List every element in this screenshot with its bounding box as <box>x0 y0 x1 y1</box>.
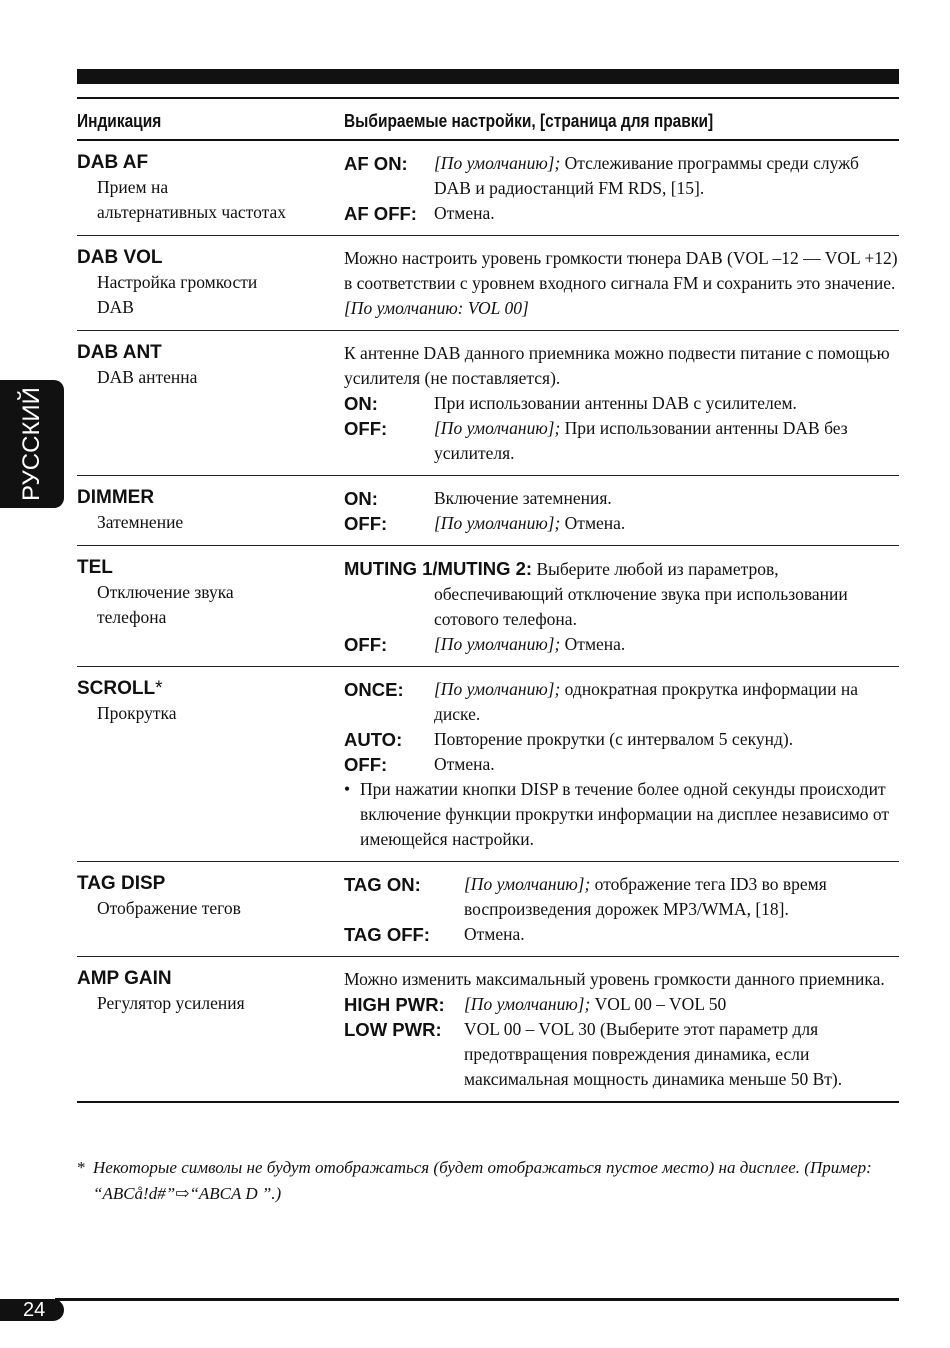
row-label <box>77 677 337 726</box>
note-text: При нажатии кнопки DISP в течение более одной секунды происходит включение функции прокрутки информации на дисплее независимо от имеющейся настройки. <box>360 779 890 849</box>
setting-option <box>344 922 899 947</box>
option-key: OFF: <box>344 418 388 439</box>
setting-option <box>344 486 899 511</box>
indication-name: DAB ANT <box>77 342 162 363</box>
row-label <box>77 967 337 1016</box>
row-label <box>77 556 337 630</box>
option-key: OFF: <box>344 634 388 655</box>
indication-desc: телефона <box>97 607 167 627</box>
option-text: однократная прокрутка информации на диске. <box>434 679 859 724</box>
option-text: При использовании антенны DAB с усилителем. <box>434 393 797 413</box>
default-mark: [По умолчанию]; <box>464 994 591 1014</box>
option-text: Отмена. <box>434 754 495 774</box>
indication-desc: DAB антенна <box>97 367 198 387</box>
default-mark: [По умолчанию: VOL 00] <box>344 298 529 318</box>
option-text: Включение затемнения. <box>434 488 612 508</box>
asterisk-mark: * <box>155 678 163 699</box>
setting-option <box>344 992 899 1017</box>
setting-option <box>344 391 899 416</box>
option-key: MUTING 1/MUTING 2: <box>344 558 533 579</box>
option-text: VOL 00 – VOL 50 <box>594 994 727 1014</box>
row-settings <box>344 546 899 666</box>
settings-table <box>77 141 899 1103</box>
default-mark: [По умолчанию]; <box>434 634 561 654</box>
option-key: OFF: <box>344 754 388 775</box>
setting-text: Можно изменить максимальный уровень громкости данного приемника. <box>344 969 885 989</box>
option-text: Отмена. <box>564 634 626 654</box>
row-settings <box>344 236 899 330</box>
option-key: OFF: <box>344 513 388 534</box>
table-row-dab-vol <box>77 236 899 331</box>
footnote-mark: * <box>77 1158 86 1177</box>
indication-name: TAG DISP <box>77 873 166 894</box>
option-key: ONCE: <box>344 679 404 700</box>
indication-desc: DAB <box>97 297 134 317</box>
option-text: Отмена. <box>564 513 626 533</box>
option-text: Отмена. <box>464 924 525 944</box>
indication-name: TEL <box>77 557 113 578</box>
row-label <box>77 872 337 921</box>
row-settings <box>344 141 899 235</box>
footnote-text: Некоторые символы не будут отображаться (будет отображаться пустое место) на дисплее. (Пример: “ABCå!d#” <box>93 1158 872 1203</box>
option-text: Выберите любой из параметров, <box>536 559 779 579</box>
arrow-right-icon: ⇨ <box>175 1184 190 1203</box>
indication-desc: Затемнение <box>97 512 184 532</box>
indication-desc: Прием на <box>97 177 169 197</box>
setting-option <box>344 201 899 226</box>
option-key: AUTO: <box>344 729 403 750</box>
header-indication: Индикация <box>77 111 162 131</box>
indication-desc: Отключение звука <box>97 582 234 602</box>
top-rule-bar <box>77 69 899 84</box>
setting-option <box>344 727 899 752</box>
option-key: AF OFF: <box>344 203 417 224</box>
row-settings <box>344 331 899 475</box>
option-key: AF ON: <box>344 153 408 174</box>
indication-desc: Настройка громкости <box>97 272 258 292</box>
default-mark: [По умолчанию]; <box>434 679 561 699</box>
table-header <box>77 97 899 141</box>
default-mark: [По умолчанию]; <box>434 153 561 173</box>
row-settings <box>344 667 899 861</box>
table-row-dab-af <box>77 141 899 236</box>
setting-option <box>344 872 899 922</box>
header-settings: Выбираемые настройки, [страница для правки] <box>344 111 714 131</box>
default-mark: [По умолчанию]; <box>434 513 561 533</box>
setting-option <box>344 416 899 466</box>
indication-desc: Прокрутка <box>97 703 177 723</box>
option-text: обеспечивающий отключение звука при использовании сотового телефона. <box>434 584 848 629</box>
page-number: 24 <box>23 1299 46 1321</box>
option-text: Отслеживание программы среди служб DAB и радиостанций FM RDS, [15]. <box>434 153 859 198</box>
table-row-tag-disp <box>77 862 899 957</box>
option-key: ON: <box>344 393 378 414</box>
table-row-scroll <box>77 667 899 862</box>
option-key: LOW PWR: <box>344 1019 442 1040</box>
option-text: При использовании антенны DAB без усилителя. <box>434 418 848 463</box>
row-settings <box>344 862 899 956</box>
row-label <box>77 246 337 320</box>
bottom-rule <box>55 1298 899 1301</box>
row-label <box>77 151 337 225</box>
footnote <box>77 1155 877 1207</box>
footnote-text-after: “ABCA D ”.) <box>189 1184 282 1203</box>
option-key: ON: <box>344 488 378 509</box>
setting-text: К антенне DAB данного приемника можно подвести питание с помощью усилителя (не поставляется). <box>344 343 890 388</box>
setting-option <box>344 556 899 582</box>
setting-option <box>344 1017 899 1092</box>
indication-desc: Регулятор усиления <box>97 993 245 1013</box>
default-mark: [По умолчанию]; <box>464 874 591 894</box>
table-row-dimmer <box>77 476 899 546</box>
indication-desc: альтернативных частотах <box>97 202 286 222</box>
note-bullet <box>344 777 899 852</box>
table-row-amp-gain <box>77 957 899 1103</box>
indication-name: DIMMER <box>77 487 155 508</box>
option-text: отображение тега ID3 во время воспроизведения дорожек MP3/WMA, [18]. <box>464 874 827 919</box>
option-key: HIGH PWR: <box>344 994 445 1015</box>
setting-option <box>344 752 899 777</box>
row-settings <box>344 957 899 1101</box>
row-settings <box>344 476 899 545</box>
indication-name: AMP GAIN <box>77 968 172 989</box>
setting-option <box>344 151 899 201</box>
option-text: Отмена. <box>434 203 495 223</box>
language-tab-label: РУССКИЙ <box>18 387 45 501</box>
row-label <box>77 341 337 390</box>
indication-name <box>77 677 337 701</box>
option-key: TAG OFF: <box>344 924 430 945</box>
indication-name: DAB VOL <box>77 247 163 268</box>
option-key: TAG ON: <box>344 874 421 895</box>
default-mark: [По умолчанию]; <box>434 418 561 438</box>
table-row-tel <box>77 546 899 667</box>
setting-option <box>344 511 899 536</box>
setting-option <box>344 632 899 657</box>
table-row-dab-ant <box>77 331 899 476</box>
setting-option <box>344 677 899 727</box>
setting-text: Можно настроить уровень громкости тюнера DAB (VOL –12 — VOL +12) в соответствии с уровнем входного сигнала FM и сохранить это значение. <box>344 248 898 293</box>
option-text: Повторение прокрутки (с интервалом 5 секунд). <box>434 729 794 749</box>
indication-desc: Отображение тегов <box>97 898 241 918</box>
indication-name-text: SCROLL <box>77 678 156 699</box>
bullet-mark: • <box>344 779 351 799</box>
option-text: VOL 00 – VOL 30 (Выберите этот параметр для предотвращения повреждения динамика, если максимальная мощность динамика меньше 50 Вт). <box>464 1019 843 1089</box>
indication-name: DAB AF <box>77 152 149 173</box>
row-label <box>77 486 337 535</box>
